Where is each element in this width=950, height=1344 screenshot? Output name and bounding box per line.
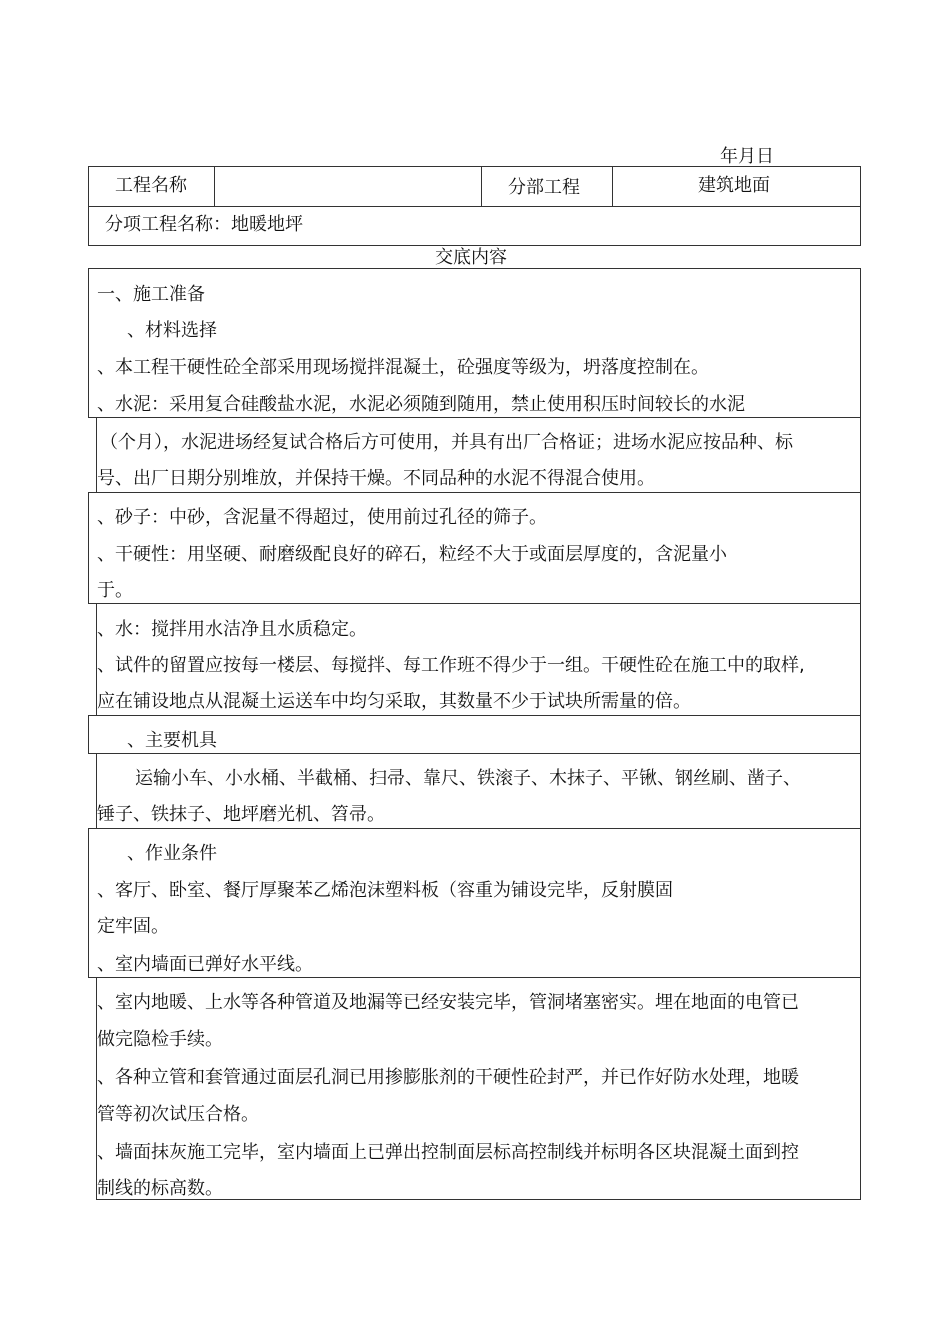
paragraph: 、各种立管和套管通过面层孔洞已用掺膨胀剂的干硬性砼封严，并已作好防水处理，地暖 bbox=[97, 1067, 799, 1088]
header-row-divider bbox=[88, 206, 861, 207]
division-value: 建筑地面 bbox=[698, 175, 770, 196]
date-label: 年月日 bbox=[720, 146, 774, 167]
paragraph: 于。 bbox=[97, 580, 133, 601]
paragraph: 定牢固。 bbox=[97, 916, 169, 937]
paragraph: 运输小车、小水桶、半截桶、扫帚、靠尺、铁滚子、木抹子、平锹、钢丝刷、凿子、 bbox=[135, 768, 801, 789]
paragraph: 、墙面抹灰施工完毕，室内墙面上已弹出控制面层标高控制线并标明各区块混凝土面到控 bbox=[97, 1142, 799, 1163]
division-label: 分部工程 bbox=[508, 177, 580, 198]
paragraph: 、水泥：采用复合硅酸盐水泥，水泥必须随到随用，禁止使用积压时间较长的水泥 bbox=[97, 394, 745, 415]
header-col-divider-3 bbox=[612, 166, 613, 206]
paragraph: 、主要机具 bbox=[127, 730, 217, 751]
paragraph: 一、施工准备 bbox=[97, 284, 205, 305]
paragraph: 、本工程干硬性砼全部采用现场搅拌混凝土，砼强度等级为，坍落度控制在。 bbox=[97, 357, 709, 378]
paragraph: 做完隐检手续。 bbox=[97, 1029, 223, 1050]
paragraph: 应在铺设地点从混凝土运送车中均匀采取，其数量不少于试块所需量的倍。 bbox=[97, 691, 691, 712]
subitem-label: 分项工程名称：地暖地坪 bbox=[105, 214, 303, 235]
paragraph: 、干硬性：用坚硬、耐磨级配良好的碎石，粒经不大于或面层厚度的，含泥量小 bbox=[97, 544, 727, 565]
paragraph: 号、出厂日期分别堆放，并保持干燥。不同品种的水泥不得混合使用。 bbox=[97, 468, 655, 489]
paragraph: 、作业条件 bbox=[127, 843, 217, 864]
paragraph: 管等初次试压合格。 bbox=[97, 1104, 259, 1125]
paragraph: 、客厅、卧室、餐厅厚聚苯乙烯泡沫塑料板（容重为铺设完毕，反射膜固 bbox=[97, 880, 673, 901]
paragraph: 、材料选择 bbox=[127, 320, 217, 341]
paragraph: 、室内地暖、上水等各种管道及地漏等已经安装完毕，管洞堵塞密实。埋在地面的电管已 bbox=[97, 992, 799, 1013]
header-col-divider-1 bbox=[214, 166, 215, 206]
header-col-divider-2 bbox=[481, 166, 482, 206]
section-title: 交底内容 bbox=[435, 247, 507, 268]
paragraph: （个月），水泥进场经复试合格后方可使用，并具有出厂合格证；进场水泥应按品种、标 bbox=[100, 432, 793, 453]
paragraph: 、水：搅拌用水洁净且水质稳定。 bbox=[97, 619, 367, 640]
paragraph: 制线的标高数。 bbox=[97, 1178, 223, 1199]
paragraph: 、砂子：中砂，含泥量不得超过，使用前过孔径的筛子。 bbox=[97, 507, 547, 528]
paragraph: 、室内墙面已弹好水平线。 bbox=[97, 954, 313, 975]
project-name-label: 工程名称 bbox=[115, 175, 187, 196]
paragraph: 、试件的留置应按每一楼层、每搅拌、每工作班不得少于一组。干硬性砼在施工中的取样, bbox=[97, 655, 805, 676]
paragraph: 锤子、铁抹子、地坪磨光机、笤帚。 bbox=[97, 804, 385, 825]
